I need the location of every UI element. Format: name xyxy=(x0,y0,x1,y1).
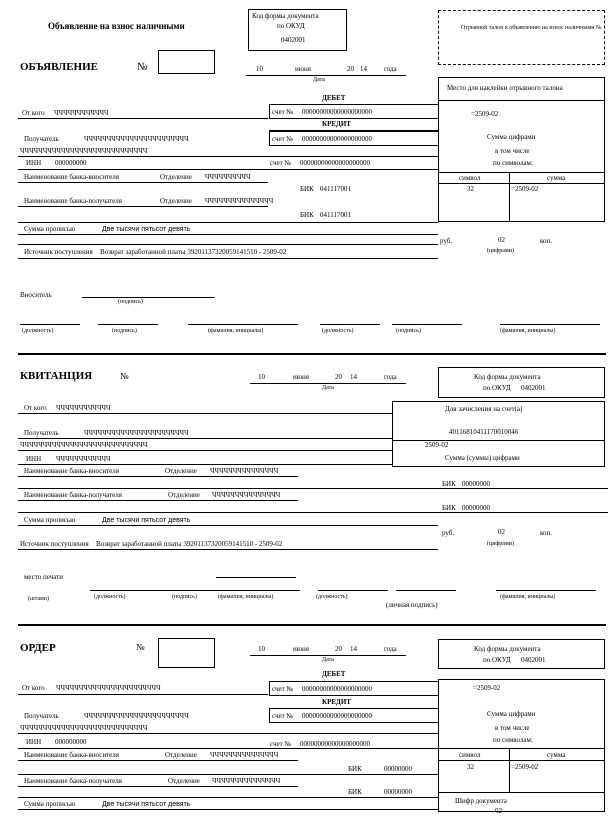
notice-heading: ОБЪЯВЛЕНИЕ xyxy=(20,61,99,73)
okud-box: Код формы документа по ОКУД 0402001 xyxy=(248,9,347,51)
order-heading: ОРДЕР xyxy=(20,642,56,654)
label-place-box: Место для наклейки отрывного талона =2509-02 Сумма цифрами в том числе по символам: символ сумма 32 =2509-02 xyxy=(438,77,605,222)
receipt-okud-box: Код формы документа по ОКУД 0402001 xyxy=(438,367,605,398)
receipt-heading: КВИТАНЦИЯ xyxy=(20,370,93,382)
order-okud-box: Код формы документа по ОКУД 0402001 xyxy=(438,639,605,669)
doc-number-field[interactable] xyxy=(158,50,215,74)
debit-account-box[interactable]: счет № 00000000000000000000 xyxy=(269,104,439,119)
receipt-credit-box: Для зачисления на счет(а) 40116810411170010046 2509-02 Сумма (суммы) цифрами xyxy=(392,401,605,467)
order-number-field[interactable] xyxy=(158,638,215,668)
tear-slip-box: Отрывной талон к объявлению на взнос наличными № xyxy=(438,10,605,65)
credit-account-box[interactable]: счет № 00000000000000000000 xyxy=(269,131,439,146)
form-title: Объявление на взнос наличными xyxy=(48,21,185,31)
order-debit-box[interactable]: счет № 00000000000000000000 xyxy=(269,681,439,696)
order-credit-box[interactable]: счет № 00000000000000000000 xyxy=(269,708,439,723)
order-sum-box: =2509-02 Сумма цифрами в том числе по символам: символ сумма 32 =2509-02 Шифр документа 02 xyxy=(438,679,605,812)
